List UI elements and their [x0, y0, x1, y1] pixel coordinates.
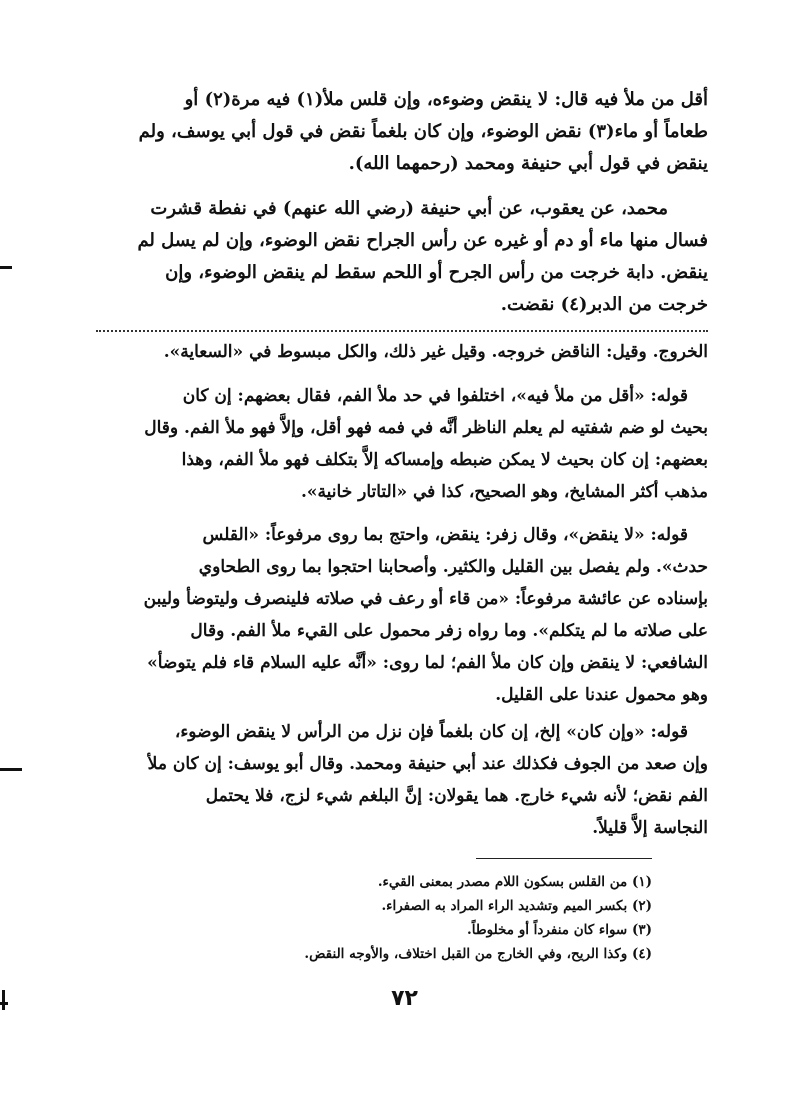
page-number: ٧٢: [391, 986, 418, 1011]
text-line: وهو محمول عندنا على القليل.: [495, 685, 708, 705]
commentary-paragraph-c: [96, 716, 708, 844]
text-line: طعاماً أو ماء(٣) نقض الوضوء، وإن كان بلغماً نقض في قول أبي يوسف، ولم: [138, 121, 708, 142]
footnote-2: (٢) بكسر الميم وتشديد الراء المراد به الصفراء.: [381, 898, 652, 914]
commentary-paragraph-a: [96, 380, 708, 508]
text-line: ينقض في قول أبي حنيفة ومحمد (رحمهما الله).: [348, 153, 708, 174]
text-line: مذهب أكثر المشايخ، وهو الصحيح، كذا في «التاتار خانية».: [301, 482, 708, 502]
text-line: بإسناده عن عائشة مرفوعاً: «من قاء أو رعف في صلاته فلينصرف وليتوضأ وليبن: [143, 589, 708, 609]
commentary-paragraph-b: [96, 519, 708, 711]
text-line: فسال منها ماء أو دم أو غيره عن رأس الجراح نقض الوضوء، وإن لم يسل لم: [137, 230, 708, 251]
text-line: محمد، عن يعقوب، عن أبي حنيفة (رضي الله عنهم) في نفطة قشرت: [150, 198, 668, 219]
footnote-rule: [476, 858, 652, 859]
text-line: بحيث لو ضم شفتيه لم يعلم الناظر أنَّه في فمه فهو أقل، وإلاَّ فهو ملأ الفم. وقال: [144, 418, 708, 438]
text-line: قوله: «لا ينقض»، وقال زفر: ينقض، واحتج بما روى مرفوعاً: «القلس: [202, 525, 688, 545]
text-line: الخروج. وقيل: الناقض خروجه. وقيل غير ذلك، والكل مبسوط في «السعاية».: [163, 342, 708, 362]
footnote-1: (١) من القلس بسكون اللام مصدر بمعنى القيء.: [377, 874, 652, 890]
text-line: أقل من ملأ فيه قال: لا ينقض وضوءه، وإن قلس ملأ(١) فيه مرة(٢) أو: [184, 89, 708, 110]
scan-mark: [0, 266, 12, 269]
main-paragraph-1: [96, 84, 708, 180]
text-line: حدث». ولم يفصل بين القليل والكثير. وأصحابنا احتجوا بما روى الطحاوي: [198, 557, 708, 577]
footnotes: [96, 870, 652, 966]
text-line: ينقض. دابة خرجت من رأس الجرح أو اللحم سقط لم ينقض الوضوء، وإن: [165, 262, 708, 283]
footnote-3: (٣) سواء كان منفرداً أو مخلوطاً.: [467, 922, 652, 938]
text-line: بعضهم: إن كان بحيث لا يمكن ضبطه وإمساكه إلاَّ بتكلف فهو ملأ الفم، وهذا: [181, 450, 708, 470]
scan-mark: [2, 990, 5, 1010]
scan-mark: [0, 768, 22, 771]
text-line: قوله: «وإن كان» إلخ، إن كان بلغماً فإن نزل من الرأس لا ينقض الوضوء،: [174, 722, 688, 742]
footnote-4: (٤) وكذا الريح، وفي الخارج من القبل اختلاف، والأوجه النقض.: [304, 946, 652, 962]
text-line: وإن صعد من الجوف فكذلك عند أبي حنيفة ومحمد. وقال أبو يوسف: إن كان ملأ: [147, 754, 708, 774]
text-line: الفم نقض؛ لأنه شيء خارج. هما يقولان: إنَّ البلغم شيء لزج، فلا يحتمل: [205, 786, 708, 806]
commentary-intro: [96, 336, 708, 368]
text-line: قوله: «أقل من ملأ فيه»، اختلفوا في حد ملأ الفم، فقال بعضهم: إن كان: [182, 386, 688, 406]
text-line: الشافعي: لا ينقض وإن كان ملأ الفم؛ لما روى: «أنَّه عليه السلام قاء فلم يتوضأ»: [147, 653, 708, 673]
dotted-separator: [96, 330, 708, 332]
text-line: النجاسة إلاَّ قليلاً.: [592, 818, 708, 838]
text-line: خرجت من الدبر(٤) نقضت.: [500, 294, 708, 315]
main-paragraph-2: [96, 193, 708, 321]
text-line: على صلاته ما لم يتكلم». وما رواه زفر محمول على القيء ملأ الفم. وقال: [190, 621, 708, 641]
